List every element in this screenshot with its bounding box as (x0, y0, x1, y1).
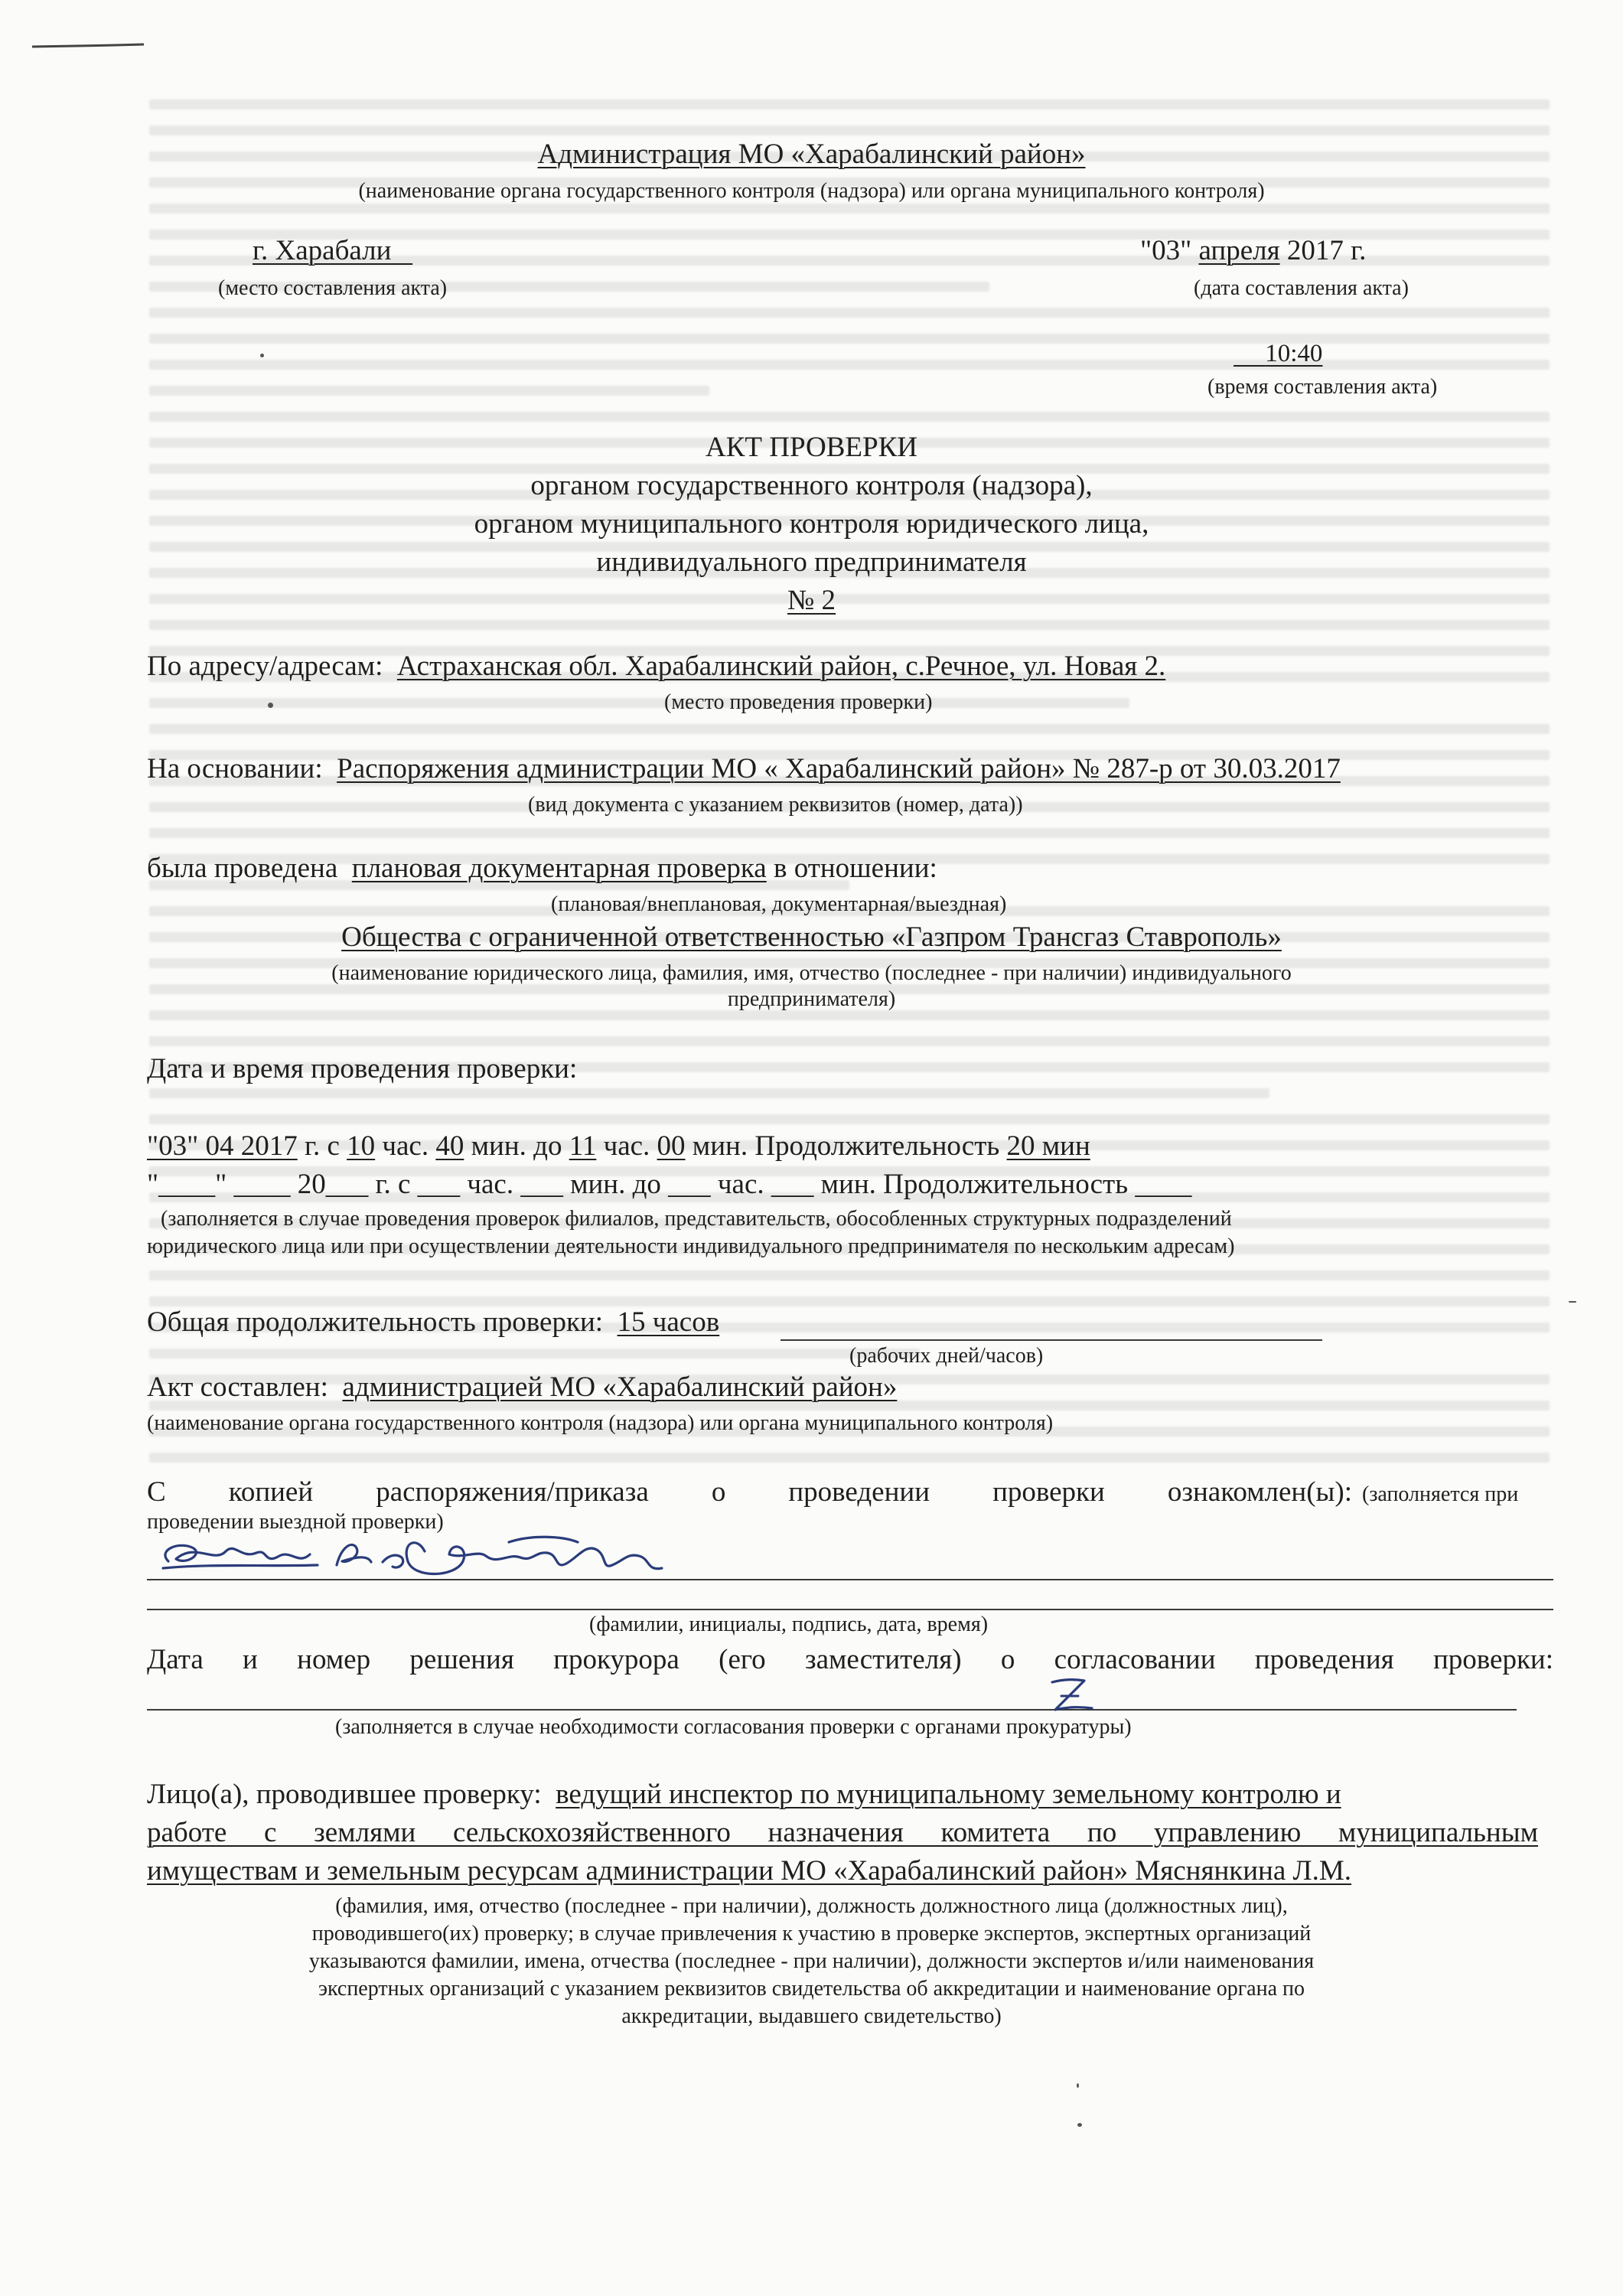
inspection-row: была проведена плановая документарная проверка в отношении: (147, 853, 937, 884)
inspector-caption-4: экспертных организаций с указанием реквизитов свидетельства об аккредитации и наименование органа по (318, 1977, 1305, 2001)
composed-caption: (наименование органа государственного контроля (надзора) или органа муниципального контроля) (147, 1411, 1054, 1435)
inspector-caption-5: аккредитации, выдавшего свидетельство) (621, 2004, 1002, 2028)
prosecutor-caption: (заполняется в случае необходимости согласования проверки с органами прокуратуры) (335, 1715, 1132, 1739)
time-caption: (время составления акта) (1207, 375, 1438, 399)
datetime-caption-2: юридического лица или при осуществлении деятельности индивидуального предпринимателя по нескольким адресам) (147, 1234, 1235, 1258)
duration-underline (781, 1339, 1322, 1341)
act-time: 10:40 (1265, 340, 1323, 367)
entity-name: Общества с ограниченной ответственностью «Газпром Трансгаз Ставрополь» (341, 921, 1282, 953)
act-date: "03" апреля 2017 г. (1140, 235, 1367, 266)
signature (149, 1519, 800, 1588)
acquainted-caption: (фамилии, инициалы, подпись, дата, время) (589, 1613, 989, 1636)
composed-row: Акт составлен: администрацией МО «Харабалинский район» (147, 1371, 898, 1403)
admin-heading: Администрация МО «Харабалинский район» (537, 139, 1086, 170)
ink-speck (260, 354, 264, 357)
signature-line-1 (147, 1579, 1553, 1580)
entity-caption-1: (наименование юридического лица, фамилия, имя, отчество (последнее - при наличии) индивидуального (331, 961, 1292, 985)
datetime-row-2: "____" ____ 20___ г. с ___ час. ___ мин. до ___ час. ___ мин. Продолжительность ____ (147, 1169, 1192, 1200)
title-line-2: органом государственного контроля (надзора), (530, 470, 1093, 501)
inspector-row-2: работе с землями сельскохозяйственного назначения комитета по управлению муниципальным (147, 1817, 1538, 1848)
place-caption: (место составления акта) (218, 276, 448, 300)
basis-caption: (вид документа с указанием реквизитов (номер, дата)) (528, 793, 1023, 817)
admin-caption: (наименование органа государственного контроля (надзора) или органа муниципального контроля) (358, 179, 1265, 203)
address-caption: (место проведения проверки) (664, 690, 933, 714)
ink-speck (268, 703, 273, 708)
duration-caption: (рабочих дней/часов) (849, 1344, 1044, 1368)
acquainted-note-2: проведении выездной проверки) (147, 1510, 444, 1534)
basis-row: На основании: Распоряжения администрации МО « Харабалинский район» № 287-р от 30.03.2017 (147, 753, 1341, 784)
act-title: АКТ ПРОВЕРКИ (706, 432, 917, 463)
title-line-3: органом муниципального контроля юридического лица, (474, 508, 1149, 540)
ink-speck (1077, 2123, 1082, 2127)
inspector-caption-1: (фамилия, имя, отчество (последнее - при наличии), должность должностного лица (должностных лиц), (335, 1894, 1288, 1918)
entity-caption-2: предпринимателя) (727, 987, 896, 1011)
datetime-caption-1: (заполняется в случае проведения проверок филиалов, представительств, обособленных структурных подразделений (161, 1207, 1232, 1231)
datetime-label: Дата и время проведения проверки: (147, 1053, 578, 1084)
datetime-row-1: "03" 04 2017 г. с 10 час. 40 мин. до 11 час. 00 мин. Продолжительность 20 мин (147, 1130, 1090, 1162)
inspector-row-1: Лицо(а), проводившее проверку: ведущий инспектор по муниципальному земельному контролю и (147, 1779, 1341, 1810)
signature-line-2 (147, 1609, 1553, 1610)
acquainted-text: С копией распоряжения/приказа о проведении проверки ознакомлен(ы): (147, 1476, 1352, 1508)
ink-speck (1569, 1301, 1576, 1303)
corner-pen-mark (31, 42, 145, 50)
place-value: г. Харабали (253, 235, 392, 266)
bleed-through-text (149, 99, 1550, 1479)
inspector-caption-3: указываются фамилии, имена, отчества (последнее - при наличии), должности экспертов и/или наименования (308, 1949, 1315, 1973)
prosecutor-text: Дата и номер решения прокурора (его заместителя) о согласовании проведения проверки: (147, 1644, 1553, 1675)
z-mark (1045, 1673, 1098, 1719)
title-line-4: индивидуального предпринимателя (596, 546, 1027, 578)
inspector-row-3: имуществам и земельным ресурсам администрации МО «Харабалинский район» Мяснянкина Л.М. (147, 1855, 1352, 1887)
act-number: № 2 (787, 585, 836, 616)
inspector-caption-2: проводившего(их) проверку; в случае привлечения к участию в проверке экспертов, экспертных организаций (311, 1922, 1312, 1945)
inspection-caption: (плановая/внеплановая, документарная/выездная) (551, 892, 1007, 916)
acquainted-note-1: (заполняется при (1362, 1482, 1519, 1506)
duration-row: Общая продолжительность проверки: 15 часов (147, 1306, 720, 1338)
ink-speck (1077, 2083, 1079, 2088)
address-row: По адресу/адресам: Астраханская обл. Харабалинский район, с.Речное, ул. Новая 2. (147, 651, 1166, 682)
date-caption: (дата составления акта) (1194, 276, 1409, 300)
prosecutor-line (147, 1709, 1517, 1711)
